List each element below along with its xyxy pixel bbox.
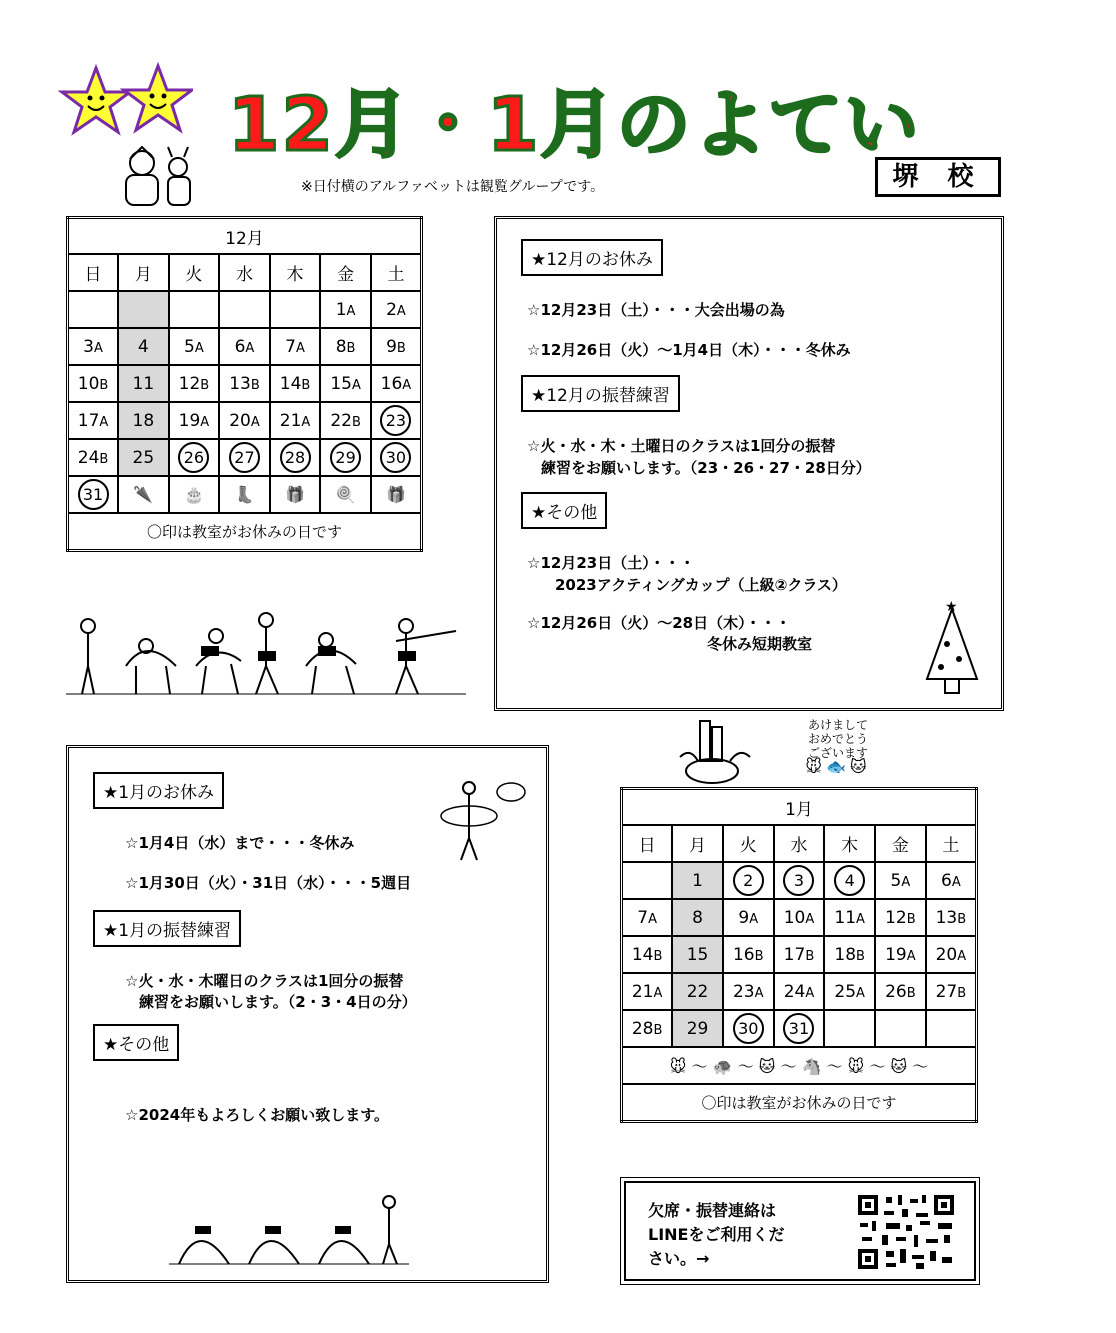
calendar-footnote: 〇印は教室がお休みの日です bbox=[68, 513, 422, 551]
calendar-day: 11 bbox=[118, 365, 169, 402]
calendar-day: 14B bbox=[622, 936, 673, 973]
january-info-box bbox=[66, 745, 549, 1283]
calendar-day: 2A bbox=[371, 291, 422, 328]
calendar-day: 18 bbox=[118, 402, 169, 439]
calendar-day: 12B bbox=[169, 365, 220, 402]
page-title: 12月・1月のよてい bbox=[228, 82, 921, 168]
weekday-header: 火 bbox=[723, 825, 774, 862]
january-other-heading: ★その他 bbox=[93, 1024, 179, 1061]
calendar-day: 7A bbox=[270, 328, 321, 365]
gymnast-row-icon bbox=[66, 606, 466, 698]
calendar-day: 25 bbox=[118, 439, 169, 476]
december-holiday-line: ☆12月26日（火）～1月4日（木）・・・冬休み bbox=[527, 341, 851, 359]
calendar-day: 9A bbox=[723, 899, 774, 936]
weekday-header: 木 bbox=[270, 254, 321, 291]
calendar-day: 3 bbox=[774, 862, 825, 899]
contact-text: さい。→ bbox=[648, 1249, 710, 1268]
december-other-heading: ★その他 bbox=[521, 492, 607, 529]
line-contact-box bbox=[624, 1181, 976, 1281]
calendar-day: 21A bbox=[270, 402, 321, 439]
december-other-line: ☆12月23日（土）・・・ bbox=[527, 554, 695, 572]
december-calendar bbox=[66, 216, 423, 552]
december-makeup-heading: ★12月の振替練習 bbox=[521, 375, 680, 412]
weekday-header: 日 bbox=[68, 254, 119, 291]
calendar-day: 17A bbox=[68, 402, 119, 439]
calendar-day: 30 bbox=[723, 1010, 774, 1047]
calendar-day bbox=[926, 1010, 977, 1047]
calendar-day bbox=[270, 291, 321, 328]
star-face-icon bbox=[58, 62, 193, 140]
december-makeup-line: ☆火・水・木・土曜日のクラスは1回分の振替 bbox=[527, 437, 836, 455]
calendar-day: 8 bbox=[672, 899, 723, 936]
calendar-day: 16B bbox=[723, 936, 774, 973]
december-info-box bbox=[494, 216, 1004, 711]
calendar-day: 26 bbox=[169, 439, 220, 476]
kadomatsu-icon bbox=[670, 717, 760, 785]
calendar-day: 17B bbox=[774, 936, 825, 973]
calendar-day: 2 bbox=[723, 862, 774, 899]
calendar-day bbox=[68, 291, 119, 328]
christmas-tree-icon bbox=[917, 599, 987, 699]
calendar-day: 16A bbox=[371, 365, 422, 402]
calendar-day: 6A bbox=[926, 862, 977, 899]
contact-text: LINEをご利用くだ bbox=[648, 1225, 785, 1244]
calendar-day bbox=[875, 1010, 926, 1047]
weekday-header: 土 bbox=[926, 825, 977, 862]
december-holiday-heading: ★12月のお休み bbox=[521, 239, 663, 276]
january-holiday-line: ☆1月4日（水）まで・・・冬休み bbox=[125, 834, 355, 852]
weekday-header: 水 bbox=[219, 254, 270, 291]
gift-icon: 🎁 bbox=[371, 476, 422, 513]
calendar-day: 28 bbox=[270, 439, 321, 476]
calendar-day: 26B bbox=[875, 973, 926, 1010]
calendar-day: 3A bbox=[68, 328, 119, 365]
calendar-day: 27 bbox=[219, 439, 270, 476]
calendar-day: 5A bbox=[875, 862, 926, 899]
gymnast-icon bbox=[429, 768, 529, 868]
january-makeup-line: ☆火・水・木曜日のクラスは1回分の振替 bbox=[125, 972, 404, 990]
calendar-day: 15 bbox=[672, 936, 723, 973]
january-makeup-line: 練習をお願いします。（2・3・4日の分） bbox=[139, 993, 417, 1011]
calendar-day: 29 bbox=[320, 439, 371, 476]
gift-icon: 👢 bbox=[219, 476, 270, 513]
animal-decoration-icon: 🐭 ～ 🐢 ～ 🐱 ～ 🐴 ～ 🐭 ～ 🐱 ～ bbox=[622, 1047, 977, 1084]
calendar-day: 23 bbox=[371, 402, 422, 439]
calendar-day: 13B bbox=[926, 899, 977, 936]
calendar-day: 4 bbox=[824, 862, 875, 899]
calendar-footnote: 〇印は教室がお休みの日です bbox=[622, 1084, 977, 1122]
weekday-header: 火 bbox=[169, 254, 220, 291]
december-other-line: 2023アクティングカップ（上級②クラス） bbox=[555, 576, 847, 594]
santa-reindeer-icon bbox=[112, 145, 202, 211]
calendar-day: 10B bbox=[68, 365, 119, 402]
december-other-line: 冬休み短期教室 bbox=[707, 635, 813, 653]
december-holiday-line: ☆12月23日（土）・・・大会出場の為 bbox=[527, 301, 785, 319]
school-name: 堺 校 bbox=[875, 157, 1001, 197]
svg-text:★: ★ bbox=[945, 599, 958, 615]
calendar-day: 13B bbox=[219, 365, 270, 402]
calendar-day: 9B bbox=[371, 328, 422, 365]
january-calendar bbox=[620, 787, 978, 1123]
calendar-day: 24A bbox=[774, 973, 825, 1010]
calendar-day: 24B bbox=[68, 439, 119, 476]
calendar-day: 31 bbox=[68, 476, 119, 513]
december-other-line: ☆12月26日（火）～28日（木）・・・ bbox=[527, 614, 791, 632]
calendar-day: 21A bbox=[622, 973, 673, 1010]
weekday-header: 水 bbox=[774, 825, 825, 862]
january-holiday-heading: ★1月のお休み bbox=[93, 772, 224, 809]
greeting-line: おめでとう bbox=[807, 732, 868, 746]
calendar-day: 19A bbox=[169, 402, 220, 439]
calendar-month-title: 12月 bbox=[68, 218, 422, 255]
calendar-day: 28B bbox=[622, 1010, 673, 1047]
calendar-month-title: 1月 bbox=[622, 789, 977, 826]
calendar-day bbox=[824, 1010, 875, 1047]
gift-icon: 🌂 bbox=[118, 476, 169, 513]
gift-icon: 🍭 bbox=[320, 476, 371, 513]
animals-icon: 🐭🐟🐱 bbox=[805, 757, 871, 776]
gymnast-bridge-icon bbox=[169, 1188, 409, 1268]
december-makeup-line: 練習をお願いします。（23・26・27・28日分） bbox=[541, 459, 871, 477]
january-makeup-heading: ★1月の振替練習 bbox=[93, 910, 241, 947]
calendar-day: 1A bbox=[320, 291, 371, 328]
calendar-day: 6A bbox=[219, 328, 270, 365]
calendar-day: 1 bbox=[672, 862, 723, 899]
weekday-header: 木 bbox=[824, 825, 875, 862]
calendar-day: 10A bbox=[774, 899, 825, 936]
calendar-day: 22B bbox=[320, 402, 371, 439]
greeting-line: ございます bbox=[807, 746, 868, 760]
calendar-day: 11A bbox=[824, 899, 875, 936]
calendar-day: 20A bbox=[219, 402, 270, 439]
calendar-day bbox=[622, 862, 673, 899]
calendar-day: 8B bbox=[320, 328, 371, 365]
calendar-day bbox=[169, 291, 220, 328]
calendar-day bbox=[118, 291, 169, 328]
weekday-header: 日 bbox=[622, 825, 673, 862]
gift-icon: 🎂 bbox=[169, 476, 220, 513]
calendar-day: 18B bbox=[824, 936, 875, 973]
weekday-header: 土 bbox=[371, 254, 422, 291]
calendar-day: 31 bbox=[774, 1010, 825, 1047]
calendar-day: 7A bbox=[622, 899, 673, 936]
january-other-line: ☆2024年もよろしくお願い致します。 bbox=[125, 1106, 389, 1124]
calendar-day: 27B bbox=[926, 973, 977, 1010]
calendar-day: 19A bbox=[875, 936, 926, 973]
new-year-greeting bbox=[768, 718, 908, 784]
calendar-day bbox=[219, 291, 270, 328]
january-holiday-line: ☆1月30日（火）・31日（水）・・・5週目 bbox=[125, 874, 412, 892]
calendar-day: 15A bbox=[320, 365, 371, 402]
calendar-day: 12B bbox=[875, 899, 926, 936]
weekday-header: 金 bbox=[875, 825, 926, 862]
greeting-line: あけまして bbox=[807, 718, 868, 732]
qr-code-icon[interactable] bbox=[856, 1193, 956, 1271]
calendar-day: 23A bbox=[723, 973, 774, 1010]
weekday-header: 月 bbox=[672, 825, 723, 862]
group-note: ※日付横のアルファベットは観覧グループです。 bbox=[301, 179, 605, 195]
calendar-day: 14B bbox=[270, 365, 321, 402]
calendar-day: 20A bbox=[926, 936, 977, 973]
gift-icon: 🎁 bbox=[270, 476, 321, 513]
calendar-day: 4 bbox=[118, 328, 169, 365]
weekday-header: 金 bbox=[320, 254, 371, 291]
calendar-day: 29 bbox=[672, 1010, 723, 1047]
weekday-header: 月 bbox=[118, 254, 169, 291]
calendar-day: 25A bbox=[824, 973, 875, 1010]
calendar-day: 5A bbox=[169, 328, 220, 365]
calendar-day: 30 bbox=[371, 439, 422, 476]
contact-text: 欠席・振替連絡は bbox=[648, 1201, 777, 1220]
calendar-day: 22 bbox=[672, 973, 723, 1010]
